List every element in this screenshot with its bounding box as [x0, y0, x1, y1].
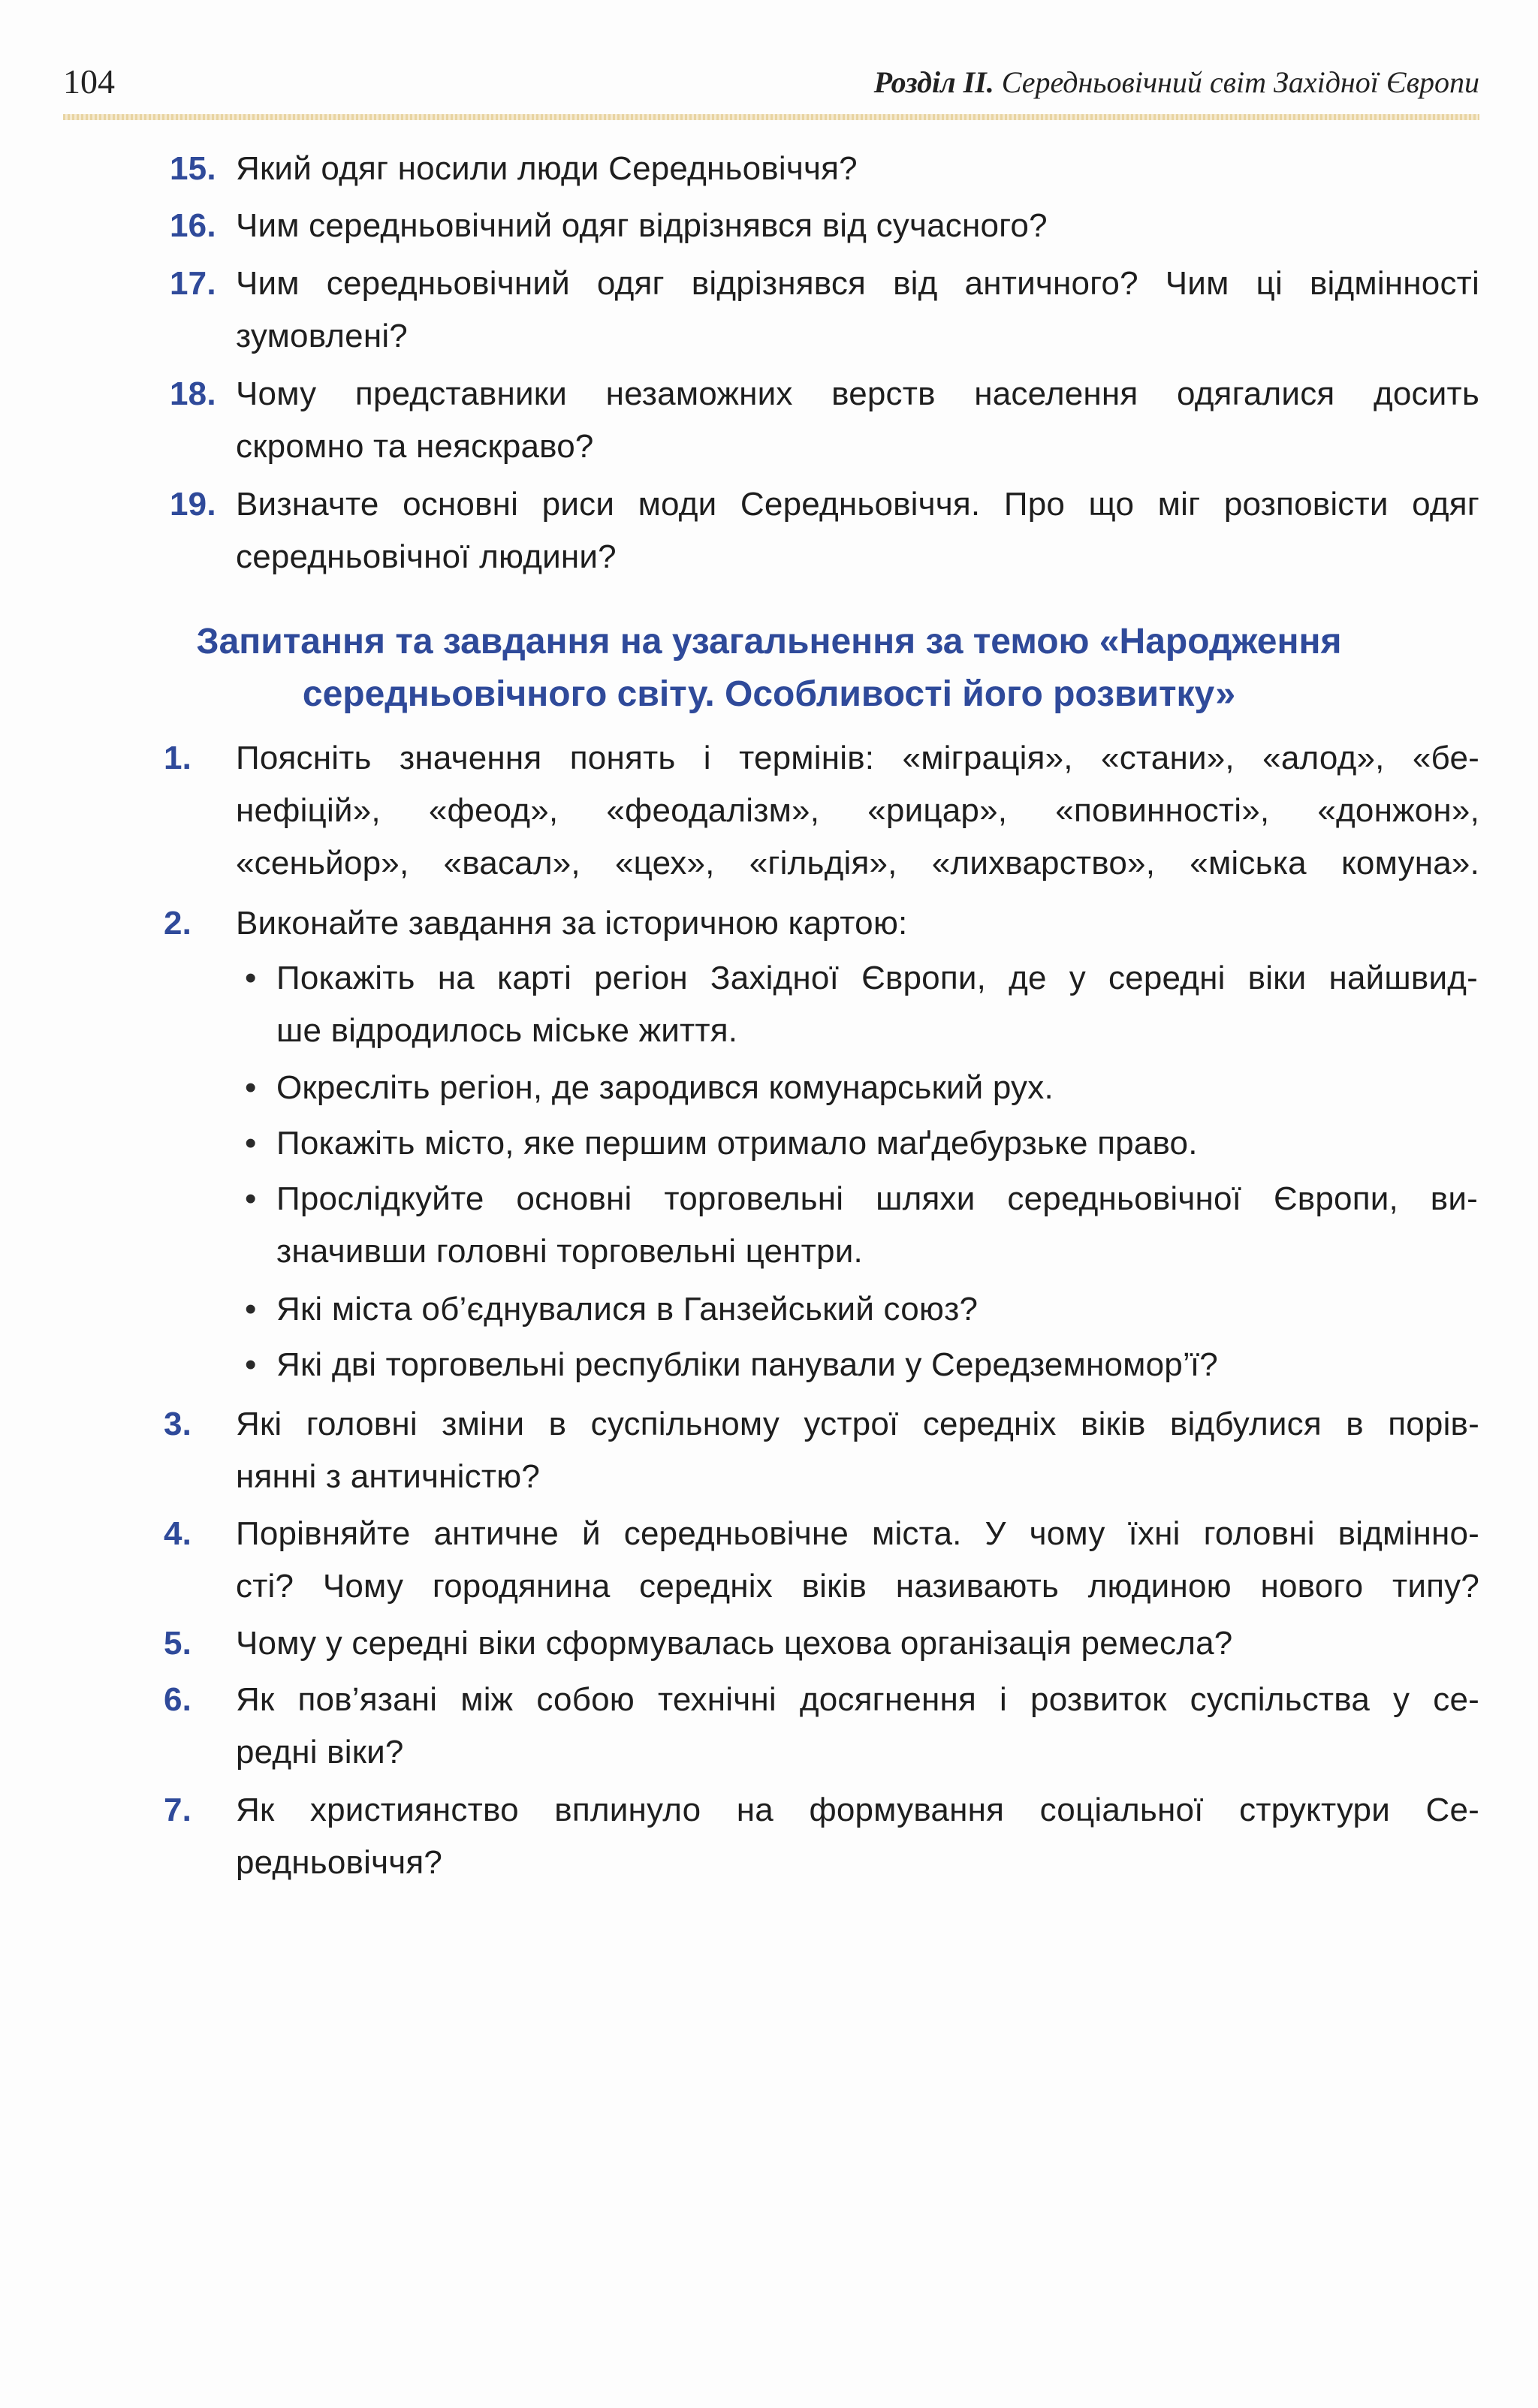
- bullet-text: Прослідкуйте основні торговельні шляхи середньовічної Європи, ви-: [276, 1180, 1478, 1217]
- task-number: 1.: [164, 740, 192, 776]
- task-number: 7.: [164, 1792, 192, 1828]
- task-text: нянні з античністю?: [236, 1458, 541, 1495]
- question-text: Чому представники незаможних верств населення одягалися досить: [236, 375, 1479, 412]
- task-text: Які головні зміни в суспільному устрої середніх віків відбулися в порів-: [236, 1406, 1479, 1442]
- task-text: Як християнство вплинуло на формування соціальної структури Се-: [236, 1792, 1479, 1828]
- bullet-text: Окресліть регіон, де зародився комунарський рух.: [276, 1069, 1054, 1106]
- task-text: редні віки?: [236, 1734, 404, 1771]
- section-heading-line-2: середньовічного світу. Особливості його розвитку»: [302, 674, 1236, 714]
- question-text: зумовлені?: [236, 318, 408, 354]
- task-text: нефіцій», «феод», «феодалізм», «рицар», «повинності», «донжон»,: [236, 792, 1479, 829]
- chapter-label: Розділ II.: [873, 65, 994, 99]
- task-number: 3.: [164, 1406, 192, 1442]
- bullet-icon: •: [245, 1125, 257, 1162]
- question-number: 19.: [170, 486, 216, 523]
- task-text: Чому у середні віки сформувалась цехова організація ремесла?: [236, 1625, 1233, 1662]
- bullet-icon: •: [245, 1069, 257, 1106]
- question-number: 17.: [170, 265, 216, 302]
- task-text: «сеньйор», «васал», «цех», «гільдія», «лихварство», «міська комуна».: [236, 845, 1479, 882]
- question-text: Чим середньовічний одяг відрізнявся від античного? Чим ці відмінності: [236, 265, 1479, 302]
- task-text: сті? Чому городянина середніх віків називають людиною нового типу?: [236, 1568, 1479, 1605]
- task-text: Виконайте завдання за історичною картою:: [236, 905, 908, 942]
- task-text: редньовіччя?: [236, 1844, 443, 1881]
- bullet-icon: •: [245, 1291, 257, 1328]
- header-rule: [63, 114, 1479, 120]
- page-header: [63, 62, 1479, 107]
- task-number: 5.: [164, 1625, 192, 1662]
- bullet-text: Які міста об’єднувалися в Ганзейський союз?: [276, 1291, 979, 1328]
- question-text: Який одяг носили люди Середньовіччя?: [236, 150, 858, 187]
- question-number: 16.: [170, 207, 216, 244]
- question-text: Визначте основні риси моди Середньовіччя. Про що міг розповісти одяг: [236, 486, 1479, 523]
- chapter-title: Середньовічний світ Західної Європи: [1001, 65, 1479, 99]
- question-text: скромно та неяскраво?: [236, 428, 594, 465]
- task-number: 4.: [164, 1515, 192, 1552]
- task-number: 2.: [164, 905, 192, 942]
- bullet-text: ше відродилось міське життя.: [276, 1012, 738, 1049]
- question-number: 15.: [170, 150, 216, 187]
- bullet-icon: •: [245, 1346, 257, 1383]
- task-text: Порівняйте античне й середньовічне міста. У чому їхні головні відмінно-: [236, 1515, 1479, 1552]
- bullet-text: Покажіть на карті регіон Західної Європи, де у середні віки найшвид-: [276, 960, 1478, 996]
- question-number: 18.: [170, 375, 216, 412]
- running-title: [874, 65, 1479, 100]
- bullet-text: Покажіть місто, яке першим отримало маґдебурзьке право.: [276, 1125, 1198, 1162]
- task-number: 6.: [164, 1681, 192, 1718]
- page-number: 104: [63, 62, 115, 101]
- bullet-text: Які дві торговельні республіки панували у Середземномор’ї?: [276, 1346, 1218, 1383]
- task-text: Як пов’язані між собою технічні досягнення і розвиток суспільства у се-: [236, 1681, 1479, 1718]
- task-text: Поясніть значення понять і термінів: «міграція», «стани», «алод», «бе-: [236, 740, 1479, 776]
- bullet-text: значивши головні торговельні центри.: [276, 1233, 863, 1270]
- question-text: середньовічної людини?: [236, 538, 617, 575]
- question-text: Чим середньовічний одяг відрізнявся від сучасного?: [236, 207, 1048, 244]
- section-heading-line-1: Запитання та завдання на узагальнення за темою «Народження: [196, 622, 1342, 662]
- bullet-icon: •: [245, 1180, 257, 1217]
- bullet-icon: •: [245, 960, 257, 996]
